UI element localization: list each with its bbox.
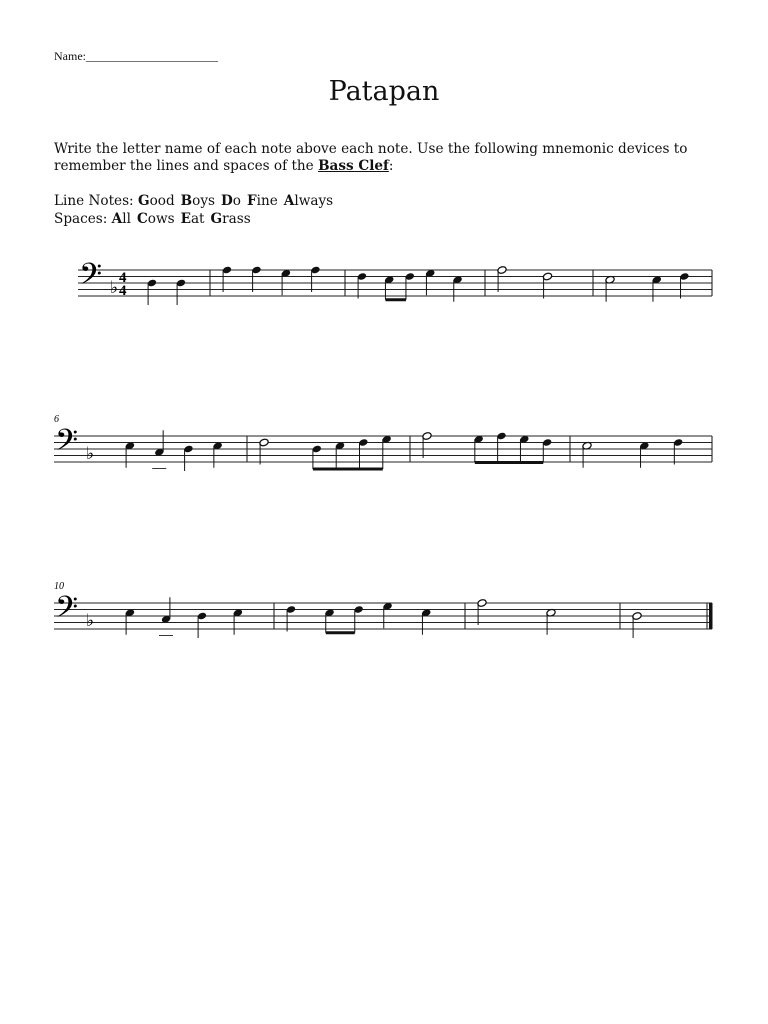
beam xyxy=(385,298,406,301)
final-bar-thick xyxy=(709,603,713,629)
mnemonic-rest: ine xyxy=(256,193,278,209)
bass-clef-icon: 𝄢 xyxy=(79,258,103,299)
time-signature-top: 4 xyxy=(119,270,127,286)
mnemonic-initial: B xyxy=(180,193,193,209)
mnemonic-initial: D xyxy=(221,193,233,209)
bass-clef-icon: 𝄢 xyxy=(55,424,79,465)
mnemonic-rest: o xyxy=(232,193,241,209)
time-signature-bottom: 4 xyxy=(119,283,127,299)
measure-number: 6 xyxy=(54,414,59,425)
mnemonic-rest: at xyxy=(190,211,205,227)
mnemonic-initial: G xyxy=(210,211,223,227)
mnemonic-rest: ll xyxy=(122,211,131,227)
mnemonic-initial: E xyxy=(180,211,191,227)
flat-key-signature-icon: ♭ xyxy=(110,278,119,298)
name-field-label: Name:______________________ xyxy=(54,49,218,63)
mnemonic-lines-label: Line Notes: xyxy=(54,193,134,209)
page-title: Patapan xyxy=(328,76,440,107)
mnemonic-initial: G xyxy=(137,193,150,209)
instructions-emphasis: Bass Clef xyxy=(318,158,389,174)
instructions-body: Write the letter name of each note above each note. Use the following mnemonic devices to remember the lines and spaces of the xyxy=(54,141,688,174)
mnemonic-initial: C xyxy=(136,211,148,227)
flat-key-signature-icon: ♭ xyxy=(86,444,95,464)
mnemonic-rest: oys xyxy=(192,193,215,209)
measure-number: 10 xyxy=(54,581,64,592)
mnemonic-rest: ows xyxy=(147,211,175,227)
mnemonic-rest: lways xyxy=(294,193,334,209)
beam xyxy=(475,461,543,464)
mnemonic-spaces-label: Spaces: xyxy=(54,211,108,227)
beam xyxy=(313,468,383,471)
flat-key-signature-icon: ♭ xyxy=(86,611,95,631)
mnemonic-initial: F xyxy=(246,193,257,209)
instructions-tail: : xyxy=(388,158,394,174)
mnemonic-initial: A xyxy=(111,211,123,227)
bass-clef-icon: 𝄢 xyxy=(55,591,79,632)
beam xyxy=(326,631,355,634)
mnemonic-rest: rass xyxy=(222,211,251,227)
mnemonic-rest: ood xyxy=(149,193,175,209)
mnemonic-initial: A xyxy=(283,193,295,209)
